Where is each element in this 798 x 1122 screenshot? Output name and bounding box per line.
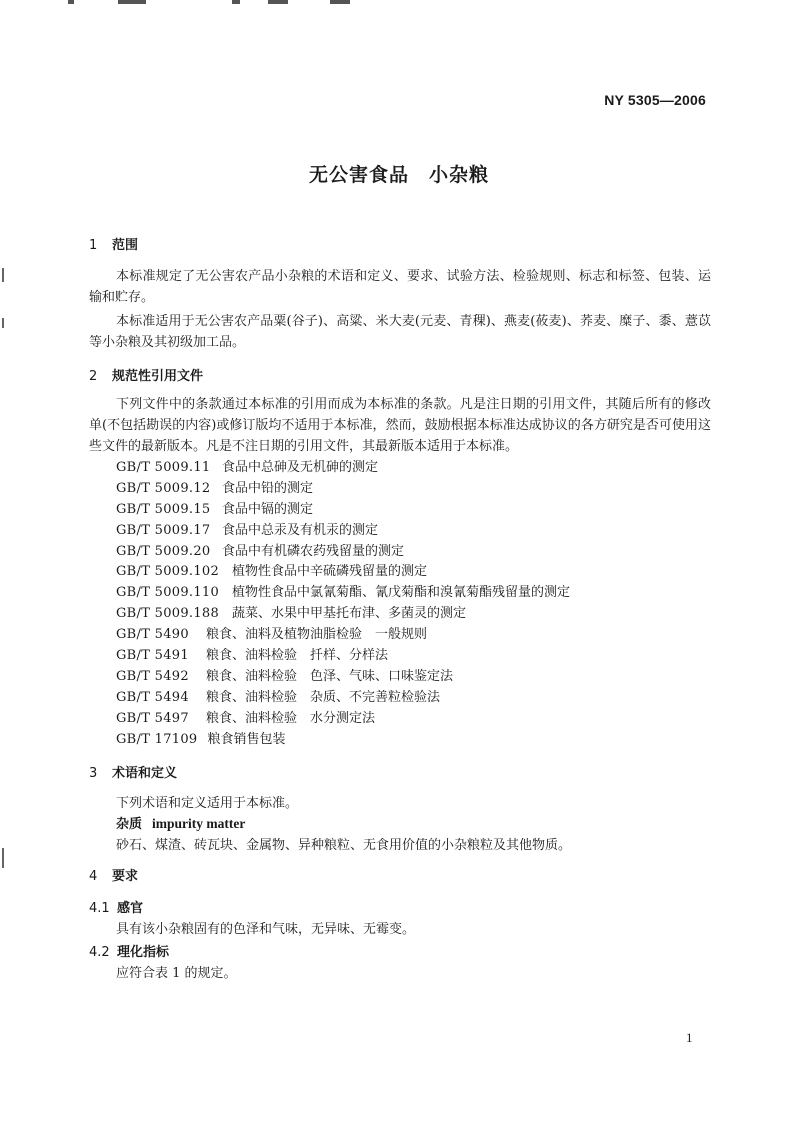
terms-intro: 下列术语和定义适用于本标准。 (116, 796, 299, 811)
reference-code: GB/T 5490 (116, 627, 189, 643)
reference-item (116, 477, 570, 498)
section-number: 3 (89, 766, 98, 781)
reference-list (116, 456, 570, 748)
reference-code: GB/T 5009.20 (116, 543, 211, 559)
reference-code: GB/T 5497 (116, 710, 189, 726)
term-english: impurity matter (152, 816, 246, 831)
reference-title: 食品中有机磷农药残留量的测定 (222, 543, 405, 559)
section-title: 范围 (112, 238, 139, 253)
reference-title: 食品中铅的测定 (222, 480, 314, 496)
subsection-number: 4.2 (89, 945, 110, 960)
section-2-heading (89, 365, 203, 384)
reference-title: 粮食、油料检验 水分测定法 (206, 710, 376, 726)
reference-title: 食品中总砷及无机砷的测定 (222, 460, 379, 475)
subsection-4-1-heading (89, 897, 143, 916)
scan-edge-mark (2, 318, 4, 328)
section-number: 2 (89, 369, 98, 384)
reference-code: GB/T 5492 (116, 668, 189, 684)
reference-code: GB/T 17109 (116, 731, 198, 747)
reference-item (116, 560, 570, 581)
reference-item (116, 686, 570, 707)
term-entry (116, 813, 245, 832)
reference-title: 食品中镉的测定 (222, 501, 314, 517)
subsection-title: 感官 (117, 901, 144, 916)
scan-edge-mark (2, 268, 4, 282)
section-number: 4 (89, 869, 98, 884)
standard-number: NY 5305—2006 (604, 92, 706, 108)
reference-code: GB/T 5009.12 (116, 480, 211, 496)
subsection-4-2-heading (89, 941, 169, 960)
scan-edge-mark (2, 848, 4, 868)
reference-title: 粮食、油料检验 扦样、分样法 (206, 648, 389, 664)
reference-item (116, 498, 570, 519)
reference-title: 粮食销售包装 (207, 731, 286, 747)
reference-code: GB/T 5009.11 (116, 460, 211, 475)
reference-code: GB/T 5009.188 (116, 606, 220, 622)
section-1-heading (89, 234, 138, 253)
subsection-title: 理化指标 (117, 945, 170, 960)
term-chinese: 杂质 (116, 817, 143, 832)
reference-item (116, 644, 570, 665)
reference-code: GB/T 5491 (116, 648, 189, 664)
section-3-heading (89, 762, 177, 781)
reference-item (116, 581, 570, 602)
scope-paragraph-1: 本标准规定了无公害农产品小杂粮的术语和定义、要求、试验方法、检验规则、标志和标签、包装、运输和贮存。 (89, 269, 711, 305)
sensory-requirement: 具有该小杂粮固有的色泽和气味，无异味、无霉变。 (116, 922, 416, 937)
reference-code: GB/T 5494 (116, 689, 189, 705)
reference-item (116, 665, 570, 686)
page-number: 1 (686, 1030, 693, 1045)
scan-top-marks (0, 0, 798, 8)
reference-title: 粮食、油料检验 色泽、气味、口味鉴定法 (206, 668, 454, 684)
physicochemical-requirement: 应符合表 1 的规定。 (116, 966, 237, 981)
reference-item (116, 728, 570, 749)
reference-item (116, 707, 570, 728)
reference-item (116, 456, 570, 477)
reference-title: 粮食、油料检验 杂质、不完善粒检验法 (206, 689, 441, 705)
document-title: 无公害食品 小杂粮 (308, 164, 489, 186)
reference-item (116, 519, 570, 540)
reference-title: 粮食、油料及植物油脂检验 一般规则 (206, 627, 428, 643)
references-intro: 下列文件中的条款通过本标准的引用而成为本标准的条款。凡是注日期的引用文件，其随后所有的修改单(不包括勘误的内容)或修订版均不适用于本标准，然而，鼓励根据本标准达成协议的各方研究是否可使用这些文件的最新版本。凡是不注日期的引用文件，其最新版本适用于本标准。 (89, 397, 711, 454)
scope-paragraph-2: 本标准适用于无公害农产品粟(谷子)、高粱、米大麦(元麦、青稞)、燕麦(莜麦)、荞麦、糜子、黍、薏苡等小杂粮及其初级加工品。 (89, 314, 711, 350)
reference-item (116, 540, 570, 561)
reference-item (116, 602, 570, 623)
subsection-number: 4.1 (89, 901, 110, 916)
reference-title: 植物性食品中辛硫磷残留量的测定 (232, 564, 428, 580)
section-number: 1 (89, 238, 98, 253)
section-4-heading (89, 865, 138, 884)
reference-title: 植物性食品中氯氰菊酯、氰戊菊酯和溴氰菊酯残留量的测定 (232, 585, 571, 601)
section-title: 术语和定义 (112, 766, 178, 781)
term-definition: 砂石、煤渣、砖瓦块、金属物、异种粮粒、无食用价值的小杂粮粒及其他物质。 (116, 838, 572, 853)
section-title: 要求 (112, 869, 139, 884)
reference-code: GB/T 5009.17 (116, 522, 211, 538)
reference-title: 食品中总汞及有机汞的测定 (222, 522, 379, 538)
reference-code: GB/T 5009.15 (116, 501, 211, 517)
reference-code: GB/T 5009.102 (116, 564, 220, 580)
section-title: 规范性引用文件 (112, 369, 204, 384)
reference-title: 蔬菜、水果中甲基托布津、多菌灵的测定 (232, 606, 467, 622)
reference-item (116, 623, 570, 644)
reference-code: GB/T 5009.110 (116, 585, 220, 601)
